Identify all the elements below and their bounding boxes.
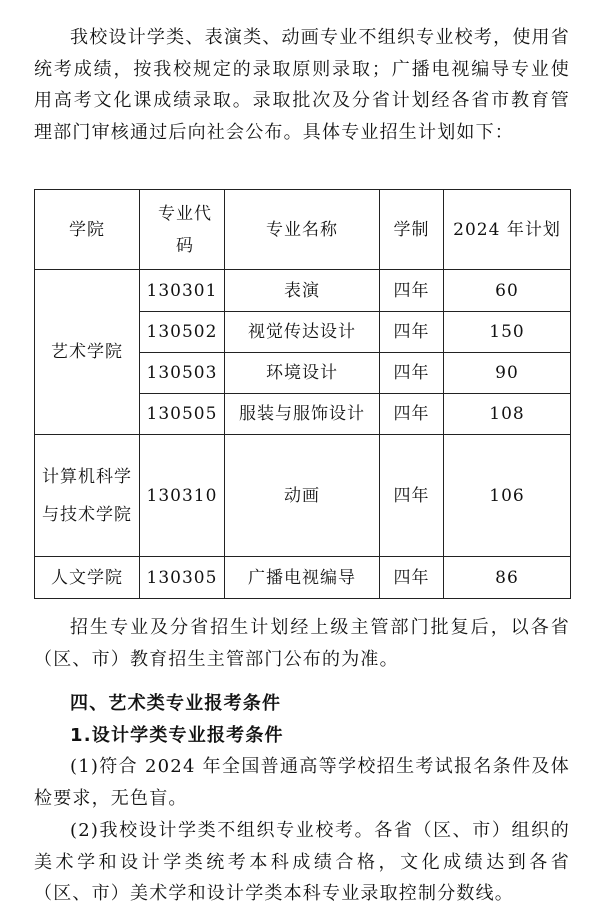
college-cs-text: 计算机科学与技术学院	[42, 466, 132, 525]
cell-duration: 四年	[380, 557, 444, 599]
cell-duration: 四年	[380, 394, 444, 435]
header-code	[140, 190, 225, 270]
header-duration: 学制	[380, 190, 444, 270]
cell-code: 130305	[140, 557, 225, 599]
header-name: 专业名称	[225, 190, 380, 270]
header-college: 学院	[35, 190, 140, 270]
table-row	[35, 435, 571, 557]
header-plan: 2024 年计划	[444, 190, 571, 270]
table-row	[35, 557, 571, 599]
requirement-item-1: (1)符合 2024 年全国普通高等学校招生考试报名条件及体检要求，无色盲。	[34, 756, 570, 809]
cell-plan: 90	[444, 353, 571, 394]
cell-code: 130502	[140, 312, 225, 353]
cell-plan: 60	[444, 270, 571, 312]
college-art: 艺术学院	[35, 270, 140, 435]
intro-paragraph: 我校设计学类、表演类、动画专业不组织专业校考，使用省统考成绩，按我校规定的录取原则录取；广播电视编导专业使用高考文化课成绩录取。录取批次及分省计划经各省市教育管理部门审核通过后向社会公布。具体专业招生计划如下：	[34, 27, 570, 143]
cell-code: 130310	[140, 435, 225, 557]
cell-duration: 四年	[380, 270, 444, 312]
cell-name: 广播电视编导	[225, 557, 380, 599]
college-cs	[35, 435, 140, 557]
cell-plan: 150	[444, 312, 571, 353]
cell-duration: 四年	[380, 312, 444, 353]
section-heading: 四、艺术类专业报考条件	[70, 693, 282, 714]
cell-name: 动画	[225, 435, 380, 557]
cell-code: 130301	[140, 270, 225, 312]
college-humanities: 人文学院	[35, 557, 140, 599]
table-row	[35, 270, 571, 312]
enrollment-plan-table	[34, 189, 571, 599]
cell-duration: 四年	[380, 353, 444, 394]
cell-name: 环境设计	[225, 353, 380, 394]
cell-plan: 108	[444, 394, 571, 435]
cell-name: 视觉传达设计	[225, 312, 380, 353]
cell-name: 表演	[225, 270, 380, 312]
cell-code: 130505	[140, 394, 225, 435]
requirement-item-2: (2)我校设计学类不组织专业校考。各省（区、市）组织的美术学和设计学类统考本科成绩合格，文化成绩达到各省（区、市）美术学和设计学类本科专业录取控制分数线。	[34, 820, 570, 904]
cell-plan: 106	[444, 435, 571, 557]
cell-plan: 86	[444, 557, 571, 599]
approval-note-paragraph: 招生专业及分省招生计划经上级主管部门批复后，以各省（区、市）教育招生主管部门公布的为准。	[34, 617, 570, 670]
cell-name: 服装与服饰设计	[225, 394, 380, 435]
subsection-heading: 1.设计学类专业报考条件	[70, 725, 284, 746]
cell-duration: 四年	[380, 435, 444, 557]
cell-code: 130503	[140, 353, 225, 394]
table-header-row	[35, 190, 571, 270]
header-code-text: 专业代码	[158, 203, 212, 256]
